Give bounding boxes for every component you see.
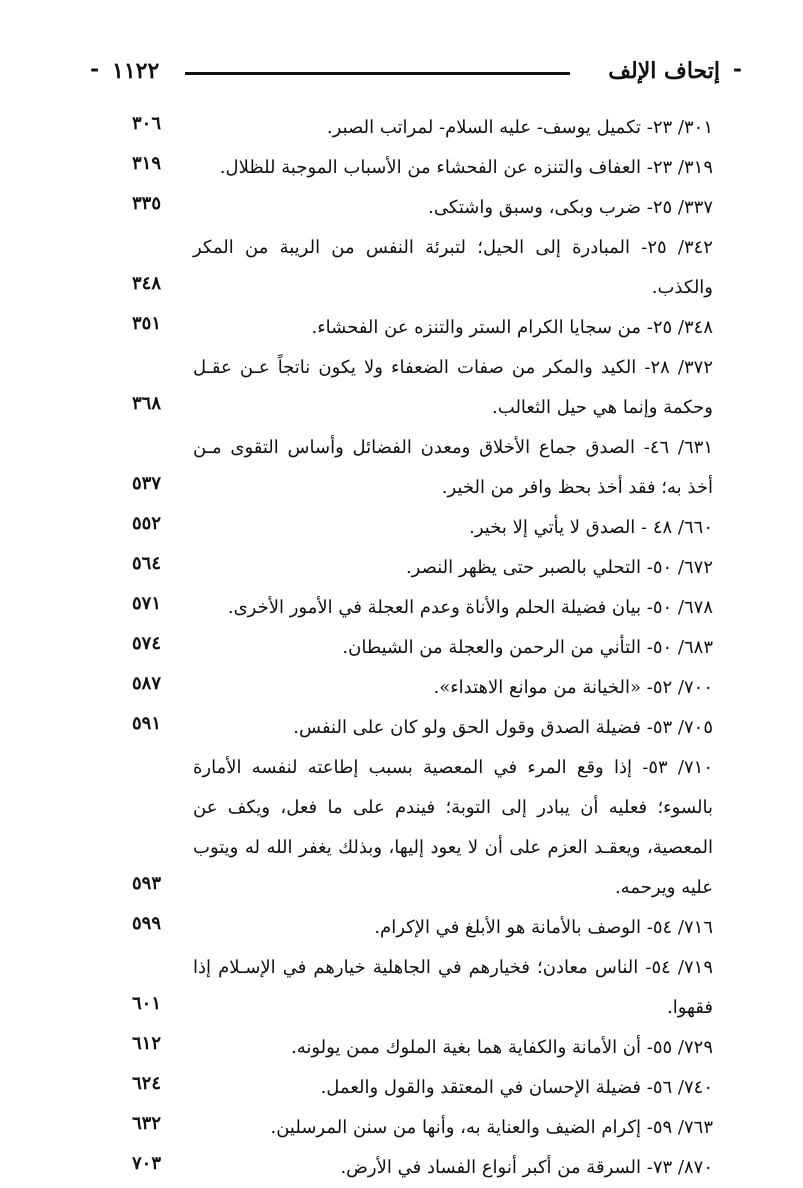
index-entry [0,108,803,148]
header-title: إتحاف الإلف [608,58,720,84]
entry-page-number: ٥٩٩ [132,913,162,934]
entry-page-number: ٣٤٨ [132,273,162,294]
index-entry [0,148,803,188]
entry-page-number: ٣٥١ [132,313,162,334]
entry-page-number: ٧٠٣ [132,1153,162,1174]
entry-page-number: ٥٥٢ [132,513,162,534]
page-number: ١١٢٢ [112,58,160,84]
index-entry [0,348,803,428]
index-entry [0,748,803,908]
entry-page-number: ٥٨٧ [132,673,162,694]
entry-page-number: ٥٧٤ [132,633,162,654]
header-rule [185,72,570,75]
entry-text: ٦٣١/ ٤٦- الصدق جماع الأخلاق ومعدن الفضائل وأساس التقوى مـن أخذ به؛ فقد أخذ بحظ وافر من الخير. [193,437,713,498]
entry-text: ٨٧٠/ ٧٣- السرقة من أكبر أنواع الفساد في الأرض. [340,1157,713,1178]
entry-text: ٣٤٢/ ٢٥- المبادرة إلى الحيل؛ لتبرئة النفس من الريبة من المكر والكذب. [193,237,713,298]
index-entries [0,108,803,1188]
entry-page-number: ٥٧١ [132,593,162,614]
entry-page-number: ٥٦٤ [132,553,162,574]
entry-page-number: ٣٠٦ [132,113,162,134]
index-entry [0,1028,803,1068]
index-entry [0,228,803,308]
entry-page-number: ٦٠١ [132,993,162,1014]
index-entry [0,948,803,1028]
entry-page-number: ٥٣٧ [132,473,162,494]
entry-text: ٦٦٠/ ٤٨ - الصدق لا يأتي إلا بخير. [469,517,713,538]
entry-page-number: ٥٩١ [132,713,162,734]
index-entry [0,1148,803,1188]
entry-text: ٣٠١/ ٢٣- تكميل يوسف- عليه السلام- لمراتب الصبر. [326,117,713,138]
entry-text: ٧١٠/ ٥٣- إذا وقع المرء في المعصية بسبب إطاعته لنفسه الأمارة بالسوء؛ فعليه أن يبادر إلى التوبة؛ فيندم على ما فعل، ويكف عن المعصية، ويعقـد العزم على أن لا يعود إليها، وبذلك يغفر الله له ويتوب عليه ويرحمه. [193,757,713,898]
entry-text: ٦٧٢/ ٥٠- التحلي بالصبر حتى يظهر النصر. [405,557,713,578]
entry-text: ٣١٩/ ٢٣- العفاف والتنزه عن الفحشاء من الأسباب الموجبة للظلال. [219,157,713,178]
entry-text: ٦٧٨/ ٥٠- بيان فضيلة الحلم والأناة وعدم العجلة في الأمور الأخرى. [227,597,713,618]
entry-text: ٧١٩/ ٥٤- الناس معادن؛ فخيارهم في الجاهلية خيارهم في الإسـلام إذا فقهوا. [193,957,713,1018]
entry-text: ٣٣٧/ ٢٥- ضرب وبكى، وسبق واشتكى. [428,197,713,218]
entry-text: ٧٦٣/ ٥٩- إكرام الضيف والعناية به، وأنها من سنن المرسلين. [270,1117,713,1138]
index-entry [0,588,803,628]
entry-page-number: ٥٩٣ [132,873,162,894]
header-dash: - [732,56,742,82]
entry-text: ٧٢٩/ ٥٥- أن الأمانة والكفاية هما بغية الملوك ممن يولونه. [290,1037,713,1058]
entry-text: ٦٨٣/ ٥٠- التأني من الرحمن والعجلة من الشيطان. [342,637,713,658]
running-header [90,56,742,96]
index-entry [0,508,803,548]
index-entry [0,308,803,348]
entry-text: ٧١٦/ ٥٤- الوصف بالأمانة هو الأبلغ في الإكرام. [374,917,713,938]
entry-text: ٧٠٥/ ٥٣- فضيلة الصدق وقول الحق ولو كان على النفس. [293,717,713,738]
entry-page-number: ٣٦٨ [132,393,162,414]
index-entry [0,628,803,668]
index-entry [0,668,803,708]
entry-page-number: ٦٣٢ [132,1113,162,1134]
entry-page-number: ٣١٩ [132,153,162,174]
index-entry [0,188,803,228]
entry-text: ٣٧٢/ ٢٨- الكيد والمكر من صفات الضعفاء ولا يكون ناتجاً عـن عقـل وحكمة وإنما هي حيل الثعالب. [193,357,713,418]
index-entry [0,708,803,748]
index-entry [0,1068,803,1108]
entry-page-number: ٦١٢ [132,1033,162,1054]
index-entry [0,548,803,588]
index-entry [0,428,803,508]
index-entry [0,908,803,948]
entry-page-number: ٣٣٥ [132,193,162,214]
entry-page-number: ٦٢٤ [132,1073,162,1094]
entry-text: ٧٤٠/ ٥٦- فضيلة الإحسان في المعتقد والقول والعمل. [320,1077,713,1098]
entry-text: ٧٠٠/ ٥٢- «الخيانة من موانع الاهتداء». [433,677,713,698]
header-dash: - [90,56,100,82]
index-entry [0,1108,803,1148]
entry-text: ٣٤٨/ ٢٥- من سجايا الكرام الستر والتنزه عن الفحشاء. [311,317,713,338]
